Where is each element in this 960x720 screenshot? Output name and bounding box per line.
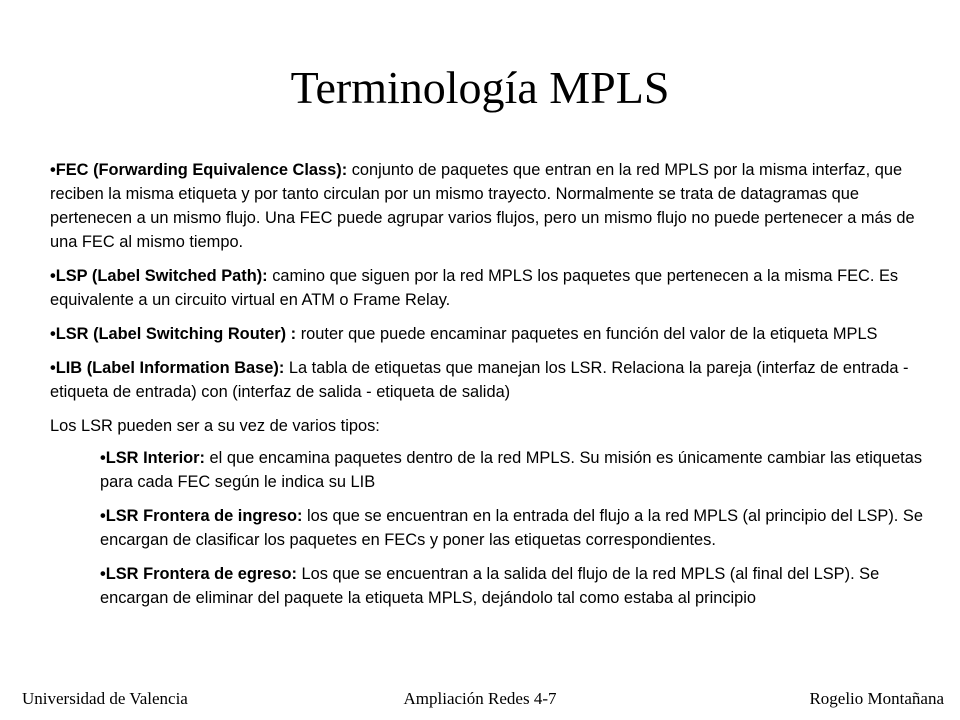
bullet-term: •LSR Frontera de egreso: (100, 565, 297, 583)
bullet-term: •LIB (Label Information Base): (50, 359, 285, 377)
bullet-text: router que puede encaminar paquetes en función del valor de la etiqueta MPLS (296, 325, 878, 343)
slide-footer (0, 687, 960, 711)
subbullet-lsr-interior (100, 446, 930, 494)
slide-body (50, 158, 930, 620)
bullet-term: •LSR Interior: (100, 449, 205, 467)
bullet-fec (50, 158, 930, 254)
lsr-types-intro: Los LSR pueden ser a su vez de varios tipos: (50, 417, 380, 435)
bullet-text: conjunto de paquetes que entran en la red MPLS por la misma interfaz, que reciben la misma etiqueta y por tanto circulan por un mismo trayecto. Normalmente se trata de datagramas que pertenecen a un mismo flujo. Una FEC puede agrupar varios flujos, pero un mismo flujo no puede pertenecer a más de una FEC al mismo tiempo. (50, 161, 915, 251)
footer-course: Ampliación Redes 4-7 (403, 689, 557, 708)
bullet-term: •LSR (Label Switching Router) : (50, 325, 297, 343)
bullet-lsr (50, 322, 930, 346)
footer-university: Universidad de Valencia (22, 689, 188, 708)
subbullet-lsr-ingreso (100, 504, 930, 552)
bullet-term: •LSP (Label Switched Path): (50, 267, 268, 285)
bullet-lib (50, 356, 930, 404)
bullet-term: •LSR Frontera de ingreso: (100, 507, 303, 525)
bullet-text: La tabla de etiquetas que manejan los LSR. Relaciona la pareja (interfaz de entrada - etiqueta de entrada) con (interfaz de salida - etiqueta de salida) (50, 359, 909, 401)
bullet-text: Los que se encuentran a la salida del flujo de la red MPLS (al final del LSP). Se encargan de eliminar del paquete la etiqueta MPLS, dejándolo tal como estaba al principio (100, 565, 880, 607)
slide-title: Terminología MPLS (290, 62, 670, 113)
footer-author: Rogelio Montañana (809, 689, 944, 708)
bullet-text: camino que siguen por la red MPLS los paquetes que pertenecen a la misma FEC. Es equivalente a un circuito virtual en ATM o Frame Relay. (50, 267, 899, 309)
bullet-term: •FEC (Forwarding Equivalence Class): (50, 161, 348, 179)
subbullet-lsr-egreso (100, 562, 930, 610)
bullet-text: los que se encuentran en la entrada del flujo a la red MPLS (al principio del LSP). Se encargan de clasificar los paquetes en FECs y poner las etiquetas correspondientes. (100, 507, 923, 549)
bullet-lsp (50, 264, 930, 312)
bullet-text: el que encamina paquetes dentro de la red MPLS. Su misión es únicamente cambiar las etiquetas para cada FEC según le indica su LIB (100, 449, 923, 491)
